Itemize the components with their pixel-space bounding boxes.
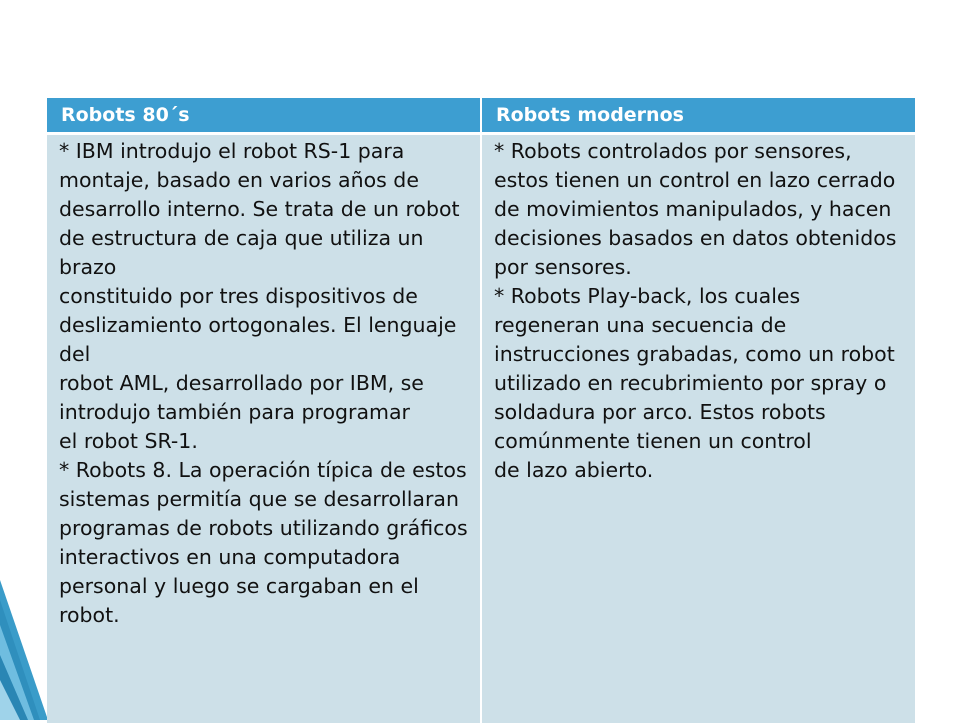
header-robots-80s: Robots 80´s (47, 98, 481, 134)
cell-robots-80s (47, 134, 481, 723)
robots-modernos-text: * Robots controlados por sensores, estos tienen un control en lazo cerrado de movimientos manipulados, y hacen decisiones basados en datos obtenidos por sensores. * Robots Play-back, los cuales regeneran una secuencia de instrucciones grabadas, como un robot utilizado en recubrimiento por spray o soldadura por arco. Estos robots comúnmente tienen un control de lazo abierto. (494, 137, 909, 485)
header-robots-modernos: Robots modernos (481, 98, 915, 134)
table-row (47, 134, 915, 723)
robots-80s-text: * IBM introdujo el robot RS-1 para montaje, basado en varios años de desarrollo interno. Se trata de un robot de estructura de caja que utiliza un brazo constituido por tres dispositivos de deslizamiento ortogonales. El lenguaje del robot AML, desarrollado por IBM, se introdujo también para programar el robot SR-1. * Robots 8. La operación típica de estos sistemas permitía que se desarrollaran programas de robots utilizando gráficos interactivos en una computadora personal y luego se cargaban en el robot. (59, 137, 474, 630)
cell-robots-modernos (481, 134, 915, 723)
comparison-table (47, 98, 915, 723)
header-row (47, 98, 915, 134)
